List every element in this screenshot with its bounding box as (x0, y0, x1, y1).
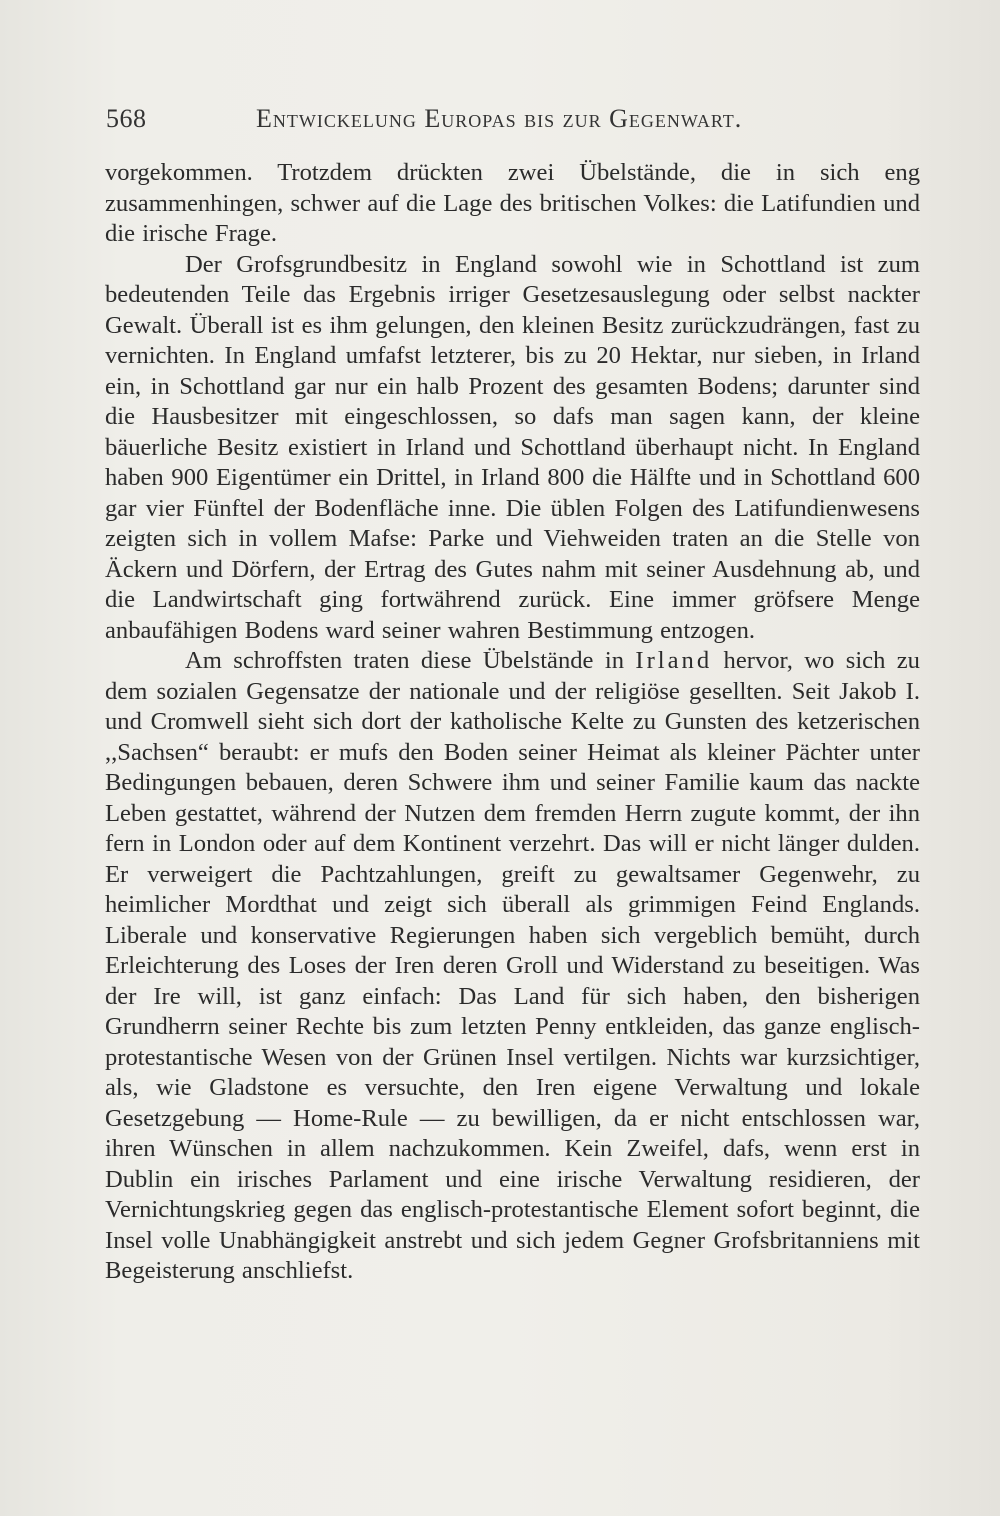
paragraph-2: Der Grofsgrundbesitz in England sowohl wie in Schottland ist zum bedeutenden Teile das Ergebnis irriger Gesetzesauslegung oder selbst nackter Gewalt. Überall ist es ihm gelungen, den kleinen Besitz zurückzudrängen, fast zu vernichten. In England umfafst letzterer, bis zu 20 Hektar, nur sieben, in Irland ein, in Schottland gar nur ein halb Prozent des gesamten Bodens; darunter sind die Hausbesitzer mit eingeschlossen, so dafs man sagen kann, der kleine bäuerliche Besitz existiert in Irland und Schottland überhaupt nicht. In England haben 900 Eigentümer ein Drittel, in Irland 800 die Hälfte und in Schottland 600 gar vier Fünftel der Bodenfläche inne. Die üblen Folgen des Latifundienwesens zeigten sich in vollem Mafse: Parke und Viehweiden traten an die Stelle von Äckern und Dörfern, der Ertrag des Gutes nahm mit seiner Ausdehnung ab, und die Landwirtschaft ging fortwährend zurück. Eine immer gröfsere Menge anbaufähigen Bodens ward seiner wahren Bestimmung entzogen. (105, 250, 920, 644)
emphasized-word: Irland (635, 647, 713, 674)
chapter-title: Entwickelung Europas bis zur Gegenwart. (256, 104, 743, 133)
page-number: 568 (106, 104, 147, 133)
paragraph-3-start: Am schroffsten traten diese Übelstände in (185, 647, 624, 674)
paragraph-3-rest: hervor, wo sich zu dem sozialen Gegensatze der nationale und der religiöse gesellten. Seit Jakob I. und Cromwell sieht sich dort der katholische Kelte zu Gunsten des ketzerischen ,,Sachsen“ beraubt: er mufs den Boden seiner Heimat als kleiner Pächter unter Bedingungen bebauen, deren Schwere ihm und seiner Familie kaum das nackte Leben gestattet, während der Nutzen dem fremden Herrn zugute kommt, der ihn fern in London oder auf dem Kontinent verzehrt. Das will er nicht länger dulden. Er verweigert die Pachtzahlungen, greift zu gewaltsamer Gegenwehr, zu heimlicher Mordthat und zeigt sich überall als grimmigen Feind Englands. Liberale und konservative Regierungen haben sich vergeblich bemüht, durch Erleichterung des Loses der Iren deren Groll und Widerstand zu beseitigen. Was der Ire will, ist ganz einfach: Das Land für sich haben, den bisherigen Grundherrn seiner Rechte bis zum letzten Penny entkleiden, das ganze englisch-protestantische Wesen von der Grünen Insel vertilgen. Nichts war kurzsichtiger, als, wie Gladstone es versuchte, den Iren eigene Verwaltung und lokale Gesetzgebung — Home-Rule — zu bewilligen, da er nicht entschlossen war, ihren Wünschen in allem nachzukommen. Kein Zweifel, dafs, wenn erst in Dublin ein irisches Parlament und eine irische Verwaltung residieren, der Vernichtungskrieg gegen das englisch-protestantische Element sofort beginnt, die Insel volle Unabhängigkeit anstrebt und sich jedem Gegner Grofsbritanniens mit Begeisterung anschliefst. (105, 647, 920, 1284)
paragraph-1: vorgekommen. Trotzdem drückten zwei Übelstände, die in sich eng zusammenhingen, schwer auf die Lage des britischen Volkes: die Latifundien und die irische Frage. (105, 159, 920, 247)
body-text (105, 158, 920, 1287)
paragraph-3 (105, 646, 920, 1287)
running-head (106, 104, 782, 144)
